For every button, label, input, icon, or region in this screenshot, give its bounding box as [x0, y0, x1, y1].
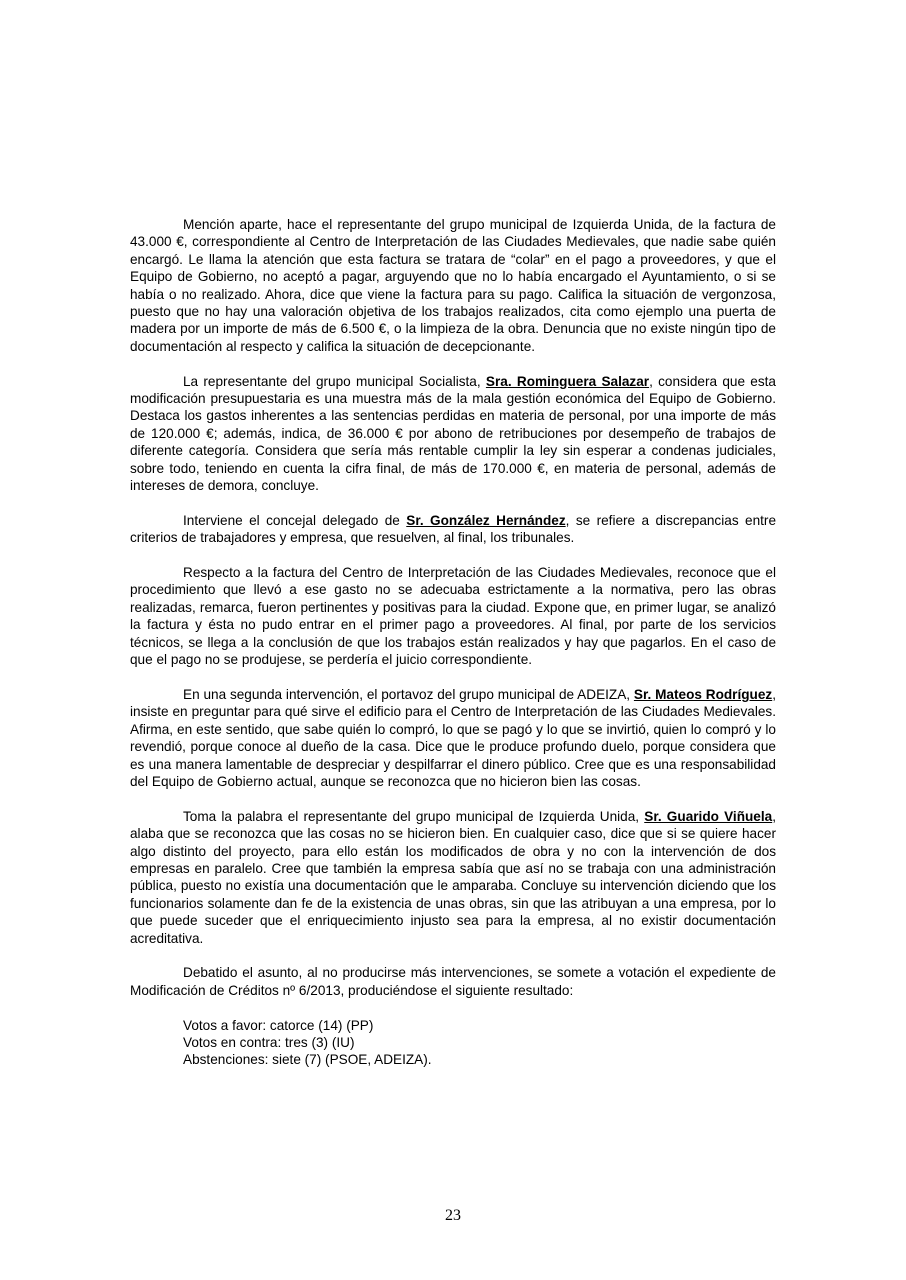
- paragraph-text: Mención aparte, hace el representante del grupo municipal de Izquierda Unida, de la factura de 43.000 €, correspondiente al Centro de Interpretación de las Ciudades Medievales, que nadie sabe quién encargó. Le llama la atención que esta factura se tratara de “colar” en el pago a proveedores, y que el Equipo de Gobierno, no aceptó a pagar, arguyendo que no lo había encargado el Ayuntamiento, o si se había o no realizado. Ahora, dice que viene la factura para su pago. Califica la situación de vergonzosa, puesto que no hay una valoración objetiva de los trabajos realizados, cita como ejemplo una puerta de madera por un importe de más de 6.500 €, o la limpieza de la obra. Denuncia que no existe ningún tipo de documentación al respecto y califica la situación de decepcionante.: [130, 217, 776, 354]
- paragraph-text: , alaba que se reconozca que las cosas no se hicieron bien. En cualquier caso, dice que si se quiere hacer algo distinto del proyecto, para ello están los modificados de obra y no con la intervención de dos empresas en paralelo. Cree que también la empresa sabía que así no se trabaja con una administración pública, puesto no existía una documentación que le amparaba. Concluye su intervención diciendo que los funcionarios solamente dan fe de la existencia de unas obras, sin que las atribuyan a una empresa, por lo que puede suceder que el enriquecimiento injusto sea para la empresa, al no existir documentación acreditativa.: [130, 808, 776, 946]
- paragraph-text: Interviene el concejal delegado de: [183, 512, 407, 528]
- paragraph-text: , insiste en preguntar para qué sirve el edificio para el Centro de Interpretación de las Ciudades Medievales. Afirma, en este sentido, que sabe quién lo compró, lo que se pagó y lo que se invirtió, quien lo compró y lo revendió, porque conoce al dueño de la casa. Dice que le produce profundo duelo, porque considera que es una manera lamentable de despreciar y despilfarrar el dinero público. Cree que es una responsabilidad del Equipo de Gobierno actual, aunque se reconozca que no hicieron bien las cosas.: [130, 686, 776, 789]
- vote-line: Votos a favor: catorce (14) (PP): [183, 1017, 374, 1033]
- paragraph-text: La representante del grupo municipal Socialista,: [183, 373, 486, 389]
- body-paragraph: [130, 964, 776, 999]
- paragraph-text: Respecto a la factura del Centro de Interpretación de las Ciudades Medievales, reconoce que el procedimiento que llevó a ese gasto no se adecuaba estrictamente a la normativa, pero las obras realizadas, remarca, fueron pertinentes y positivas para la ciudad. Expone que, en primer lugar, se analizó la factura y ésta no pudo entrar en el primer pago a proveedores. Al final, por parte de los servicios técnicos, se llega a la conclusión de que los trabajos están realizados y hay que pagarlos. En el caso de que el pago no se produjese, se perdería el juicio correspondiente.: [130, 565, 776, 668]
- paragraph-text: Toma la palabra el representante del grupo municipal de Izquierda Unida,: [183, 808, 645, 824]
- body-paragraph: [130, 216, 776, 355]
- speaker-name: Sr. Mateos Rodríguez: [633, 686, 773, 702]
- paragraph-text: En una segunda intervención, el portavoz del grupo municipal de ADEIZA,: [183, 686, 634, 702]
- vote-line: Abstenciones: siete (7) (PSOE, ADEIZA).: [183, 1052, 432, 1068]
- body-paragraph: [130, 512, 776, 547]
- paragraph-text: , considera que esta modificación presupuestaria es una muestra más de la mala gestión económica del Equipo de Gobierno. Destaca los gastos inherentes a las sentencias perdidas en materia de personal, por una importe de más de 120.000 €; además, indica, de 36.000 € por abono de retribuciones por desempeño de trabajos de diferente categoría. Considera que sería más rentable cumplir la ley sin esperar a condenas judiciales, sobre todo, teniendo en cuenta la cifra final, de más de 170.000 €, en materia de personal, además de intereses de demora, concluye.: [130, 373, 776, 494]
- document-body: [130, 216, 776, 1069]
- body-paragraph: [130, 808, 776, 947]
- speaker-name: Sr. Guarido Viñuela: [644, 808, 773, 824]
- page-number: 23: [445, 1207, 461, 1224]
- vote-line: Votos en contra: tres (3) (IU): [183, 1034, 355, 1050]
- paragraph-text: Debatido el asunto, al no producirse más intervenciones, se somete a votación el expediente de Modificación de Créditos nº 6/2013, produciéndose el siguiente resultado:: [130, 965, 776, 998]
- body-paragraph: [130, 564, 776, 668]
- body-paragraph: [130, 686, 776, 790]
- body-paragraph: [130, 373, 776, 495]
- speaker-name: Sra. Rominguera Salazar: [485, 373, 650, 389]
- speaker-name: Sr. González Hernández: [406, 512, 566, 528]
- paragraphs: [130, 216, 776, 999]
- paragraph-text: , se refiere a discrepancias entre criterios de trabajadores y empresa, que resuelven, al final, los tribunales.: [130, 512, 777, 546]
- vote-results: [130, 1017, 776, 1069]
